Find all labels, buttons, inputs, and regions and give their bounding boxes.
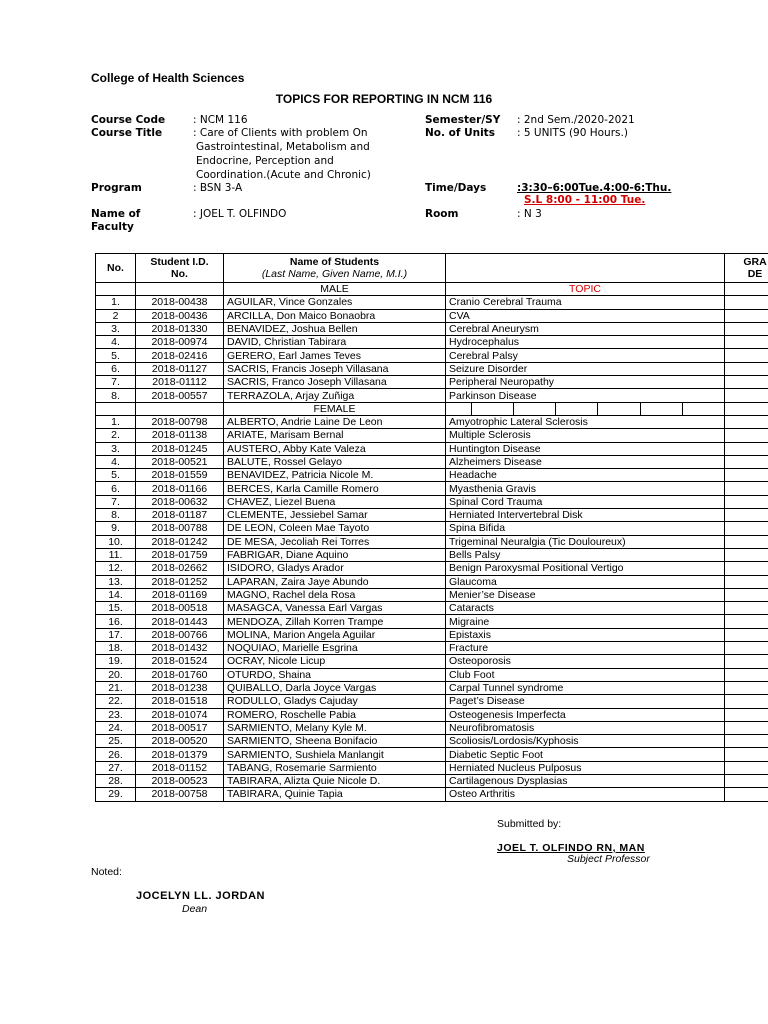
student-name: CHAVEZ, Liezel Buena	[224, 495, 446, 508]
course-title-line-1: : Care of Clients with problem On	[193, 127, 368, 139]
dean-title: Dean	[182, 903, 208, 915]
table-header-row	[96, 254, 768, 283]
row-number: 16.	[96, 615, 136, 628]
student-name: FABRIGAR, Diane Aquino	[224, 548, 446, 561]
report-topic: Spinal Cord Trauma	[446, 495, 725, 508]
row-number: 17.	[96, 628, 136, 641]
student-name: LAPARAN, Zaira Jaye Abundo	[224, 575, 446, 588]
professor-name: JOEL T. OLFINDO RN, MAN	[497, 842, 645, 854]
report-topic: Parkinson Disease	[446, 389, 725, 402]
student-name: AUSTERO, Abby Kate Valeza	[224, 442, 446, 455]
grade-cell	[725, 774, 768, 787]
table-row	[96, 615, 768, 628]
table-row	[96, 708, 768, 721]
row-number: 7.	[96, 376, 136, 389]
row-number: 24.	[96, 721, 136, 734]
grid-cell	[641, 403, 683, 415]
grade-cell	[725, 681, 768, 694]
report-topic: Hydrocephalus	[446, 336, 725, 349]
student-name: BERCES, Karla Camille Romero	[224, 482, 446, 495]
report-topic: Cartilagenous Dysplasias	[446, 774, 725, 787]
student-id: 2018-00517	[136, 721, 224, 734]
row-number: 14.	[96, 588, 136, 601]
report-topic: Benign Paroxysmal Positional Vertigo	[446, 562, 725, 575]
student-name: SARMIENTO, Melany Kyle M.	[224, 721, 446, 734]
table-row	[96, 362, 768, 375]
table-row	[96, 495, 768, 508]
row-number: 7.	[96, 495, 136, 508]
col-name-header-line-2: (Last Name, Given Name, M.I.)	[261, 268, 408, 280]
col-id-header	[136, 254, 224, 283]
grade-cell	[725, 495, 768, 508]
grade-cell	[725, 283, 768, 296]
grade-cell	[725, 336, 768, 349]
student-id: 2018-01252	[136, 575, 224, 588]
row-number: 4.	[96, 336, 136, 349]
row-number: 2.	[96, 429, 136, 442]
document-title: TOPICS FOR REPORTING IN NCM 116	[275, 92, 493, 106]
student-name: OCRAY, Nicole Licup	[224, 655, 446, 668]
student-id: 2018-01760	[136, 668, 224, 681]
report-topic: Osteogenesis Imperfecta	[446, 708, 725, 721]
table-row	[96, 548, 768, 561]
student-id: 2018-01138	[136, 429, 224, 442]
report-topic: Club Foot	[446, 668, 725, 681]
student-id: 2018-01242	[136, 535, 224, 548]
student-id: 2018-02662	[136, 562, 224, 575]
student-id: 2018-01518	[136, 695, 224, 708]
row-number: 4.	[96, 455, 136, 468]
grade-cell	[725, 655, 768, 668]
table-row	[96, 628, 768, 641]
student-name: BENAVIDEZ, Joshua Bellen	[224, 322, 446, 335]
row-number: 12.	[96, 562, 136, 575]
student-id: 2018-00518	[136, 602, 224, 615]
col-grade-header-line-1: GRA	[743, 256, 767, 268]
student-id: 2018-01524	[136, 655, 224, 668]
report-topic: Fracture	[446, 642, 725, 655]
grade-cell	[725, 522, 768, 535]
student-id: 2018-00766	[136, 628, 224, 641]
table-row	[96, 695, 768, 708]
table-row	[96, 721, 768, 734]
student-id: 2018-01112	[136, 376, 224, 389]
report-topic: Herniated Nucleus Pulposus	[446, 761, 725, 774]
row-number: 8.	[96, 509, 136, 522]
row-number: 2	[96, 309, 136, 322]
grade-cell	[725, 389, 768, 402]
row-number: 9.	[96, 522, 136, 535]
row-number: 6.	[96, 362, 136, 375]
student-id: 2018-00523	[136, 774, 224, 787]
report-topic: Multiple Sclerosis	[446, 429, 725, 442]
table-row	[96, 588, 768, 601]
grade-cell	[725, 602, 768, 615]
student-name: MOLINA, Marion Angela Aguilar	[224, 628, 446, 641]
table-row	[96, 788, 768, 801]
student-name: BENAVIDEZ, Patricia Nicole M.	[224, 469, 446, 482]
row-number: 5.	[96, 349, 136, 362]
table-row	[96, 455, 768, 468]
student-id: 2018-00521	[136, 455, 224, 468]
row-number: 10.	[96, 535, 136, 548]
table-row	[96, 522, 768, 535]
table-row	[96, 389, 768, 402]
grade-cell	[725, 362, 768, 375]
grade-cell	[725, 309, 768, 322]
section-blank-cell	[96, 283, 136, 296]
row-number: 22.	[96, 695, 136, 708]
grade-cell	[725, 402, 768, 415]
grade-cell	[725, 322, 768, 335]
student-id: 2018-00758	[136, 788, 224, 801]
table-row	[96, 376, 768, 389]
student-name: TERRAZOLA, Arjay Zuñiga	[224, 389, 446, 402]
student-name: ARCILLA, Don Maico Bonaobra	[224, 309, 446, 322]
topic-grid-cell	[446, 402, 725, 415]
noted-label: Noted:	[91, 866, 122, 878]
grade-cell	[725, 668, 768, 681]
report-topic: Myasthenia Gravis	[446, 482, 725, 495]
row-number: 15.	[96, 602, 136, 615]
female-section-label: FEMALE	[224, 402, 446, 415]
grade-cell	[725, 628, 768, 641]
row-number: 1.	[96, 415, 136, 428]
section-blank-cell	[96, 402, 136, 415]
student-id: 2018-01152	[136, 761, 224, 774]
grade-cell	[725, 761, 768, 774]
student-id: 2018-01330	[136, 322, 224, 335]
report-topic: Osteo Arthritis	[446, 788, 725, 801]
row-number: 3.	[96, 322, 136, 335]
table-row	[96, 642, 768, 655]
row-number: 27.	[96, 761, 136, 774]
student-name: OTURDO, Shaina	[224, 668, 446, 681]
report-topic: Neurofibromatosis	[446, 721, 725, 734]
report-topic: Trigeminal Neuralgia (Tic Douloureux)	[446, 535, 725, 548]
table-row	[96, 774, 768, 787]
student-id: 2018-02416	[136, 349, 224, 362]
student-name: TABIRARA, Quinie Tapia	[224, 788, 446, 801]
table-row	[96, 575, 768, 588]
grade-cell	[725, 482, 768, 495]
report-topic: Cerebral Palsy	[446, 349, 725, 362]
col-id-header-line-2: No.	[171, 268, 188, 280]
student-id: 2018-00520	[136, 735, 224, 748]
student-id: 2018-01238	[136, 681, 224, 694]
student-name: DAVID, Christian Tabirara	[224, 336, 446, 349]
grade-cell	[725, 788, 768, 801]
professor-title: Subject Professor	[567, 853, 650, 865]
table-row	[96, 415, 768, 428]
student-name: MENDOZA, Zillah Korren Trampe	[224, 615, 446, 628]
grade-cell	[725, 455, 768, 468]
grade-cell	[725, 588, 768, 601]
report-topic: Alzheimers Disease	[446, 455, 725, 468]
col-name-header	[224, 254, 446, 283]
student-name: MAGNO, Rachel dela Rosa	[224, 588, 446, 601]
row-number: 6.	[96, 482, 136, 495]
student-name: ISIDORO, Gladys Arador	[224, 562, 446, 575]
room-value: : N 3	[517, 208, 542, 220]
student-id: 2018-01169	[136, 588, 224, 601]
grade-cell	[725, 548, 768, 561]
report-topic: Bells Palsy	[446, 548, 725, 561]
grid-cell	[514, 403, 556, 415]
student-id: 2018-00632	[136, 495, 224, 508]
student-id: 2018-01559	[136, 469, 224, 482]
units-value: : 5 UNITS (90 Hours.)	[517, 127, 628, 139]
student-id: 2018-01759	[136, 548, 224, 561]
section-blank-cell	[136, 402, 224, 415]
table-row	[96, 735, 768, 748]
grid-cell	[446, 403, 472, 415]
student-id: 2018-01074	[136, 708, 224, 721]
grade-cell	[725, 721, 768, 734]
male-section-row	[96, 283, 768, 296]
grade-cell	[725, 349, 768, 362]
row-number: 20.	[96, 668, 136, 681]
time-value-1: :3:30–6:00Tue.4:00-6:Thu.	[517, 182, 672, 194]
report-topic: Menier’se Disease	[446, 588, 725, 601]
col-grade-header	[725, 254, 768, 283]
program-label: Program	[91, 182, 142, 194]
table-row	[96, 655, 768, 668]
report-topic: Carpal Tunnel syndrome	[446, 681, 725, 694]
grade-cell	[725, 429, 768, 442]
student-id: 2018-00798	[136, 415, 224, 428]
faculty-label-2: Faculty	[91, 221, 134, 233]
student-id: 2018-01127	[136, 362, 224, 375]
grade-cell	[725, 535, 768, 548]
student-id: 2018-00557	[136, 389, 224, 402]
table-row	[96, 681, 768, 694]
student-id: 2018-00436	[136, 309, 224, 322]
program-value: : BSN 3-A	[193, 182, 243, 194]
table-row	[96, 336, 768, 349]
table-row	[96, 668, 768, 681]
dean-name: JOCELYN LL. JORDAN	[136, 890, 266, 902]
student-id: 2018-01432	[136, 642, 224, 655]
row-number: 25.	[96, 735, 136, 748]
roster-table	[95, 253, 768, 802]
report-topic: Paget’s Disease	[446, 695, 725, 708]
student-id: 2018-01443	[136, 615, 224, 628]
student-name: NOQUIAO, Marielle Esgrina	[224, 642, 446, 655]
row-number: 28.	[96, 774, 136, 787]
topic-header: TOPIC	[446, 283, 725, 296]
table-row	[96, 442, 768, 455]
report-topic: Headache	[446, 469, 725, 482]
grid-cell	[472, 403, 514, 415]
grade-cell	[725, 296, 768, 309]
report-topic: Cataracts	[446, 602, 725, 615]
student-name: ROMERO, Roschelle Pabia	[224, 708, 446, 721]
grade-cell	[725, 708, 768, 721]
student-name: DE LEON, Coleen Mae Tayoto	[224, 522, 446, 535]
grade-cell	[725, 442, 768, 455]
table-row	[96, 761, 768, 774]
col-id-header-line-1: Student I.D.	[150, 256, 209, 268]
grid-cell	[598, 403, 640, 415]
report-topic: Herniated Intervertebral Disk	[446, 509, 725, 522]
student-id: 2018-00974	[136, 336, 224, 349]
faculty-label-1: Name of	[91, 208, 141, 220]
table-row	[96, 562, 768, 575]
student-name: SARMIENTO, Sushiela Manlangit	[224, 748, 446, 761]
report-topic: Cerebral Aneurysm	[446, 322, 725, 335]
row-number: 11.	[96, 548, 136, 561]
course-title-line-2: Gastrointestinal, Metabolism and	[196, 141, 370, 153]
report-topic: Huntington Disease	[446, 442, 725, 455]
report-topic: Diabetic Septic Foot	[446, 748, 725, 761]
grade-cell	[725, 509, 768, 522]
report-topic: Cranio Cerebral Trauma	[446, 296, 725, 309]
grid-cell	[556, 403, 598, 415]
grid-cells	[446, 403, 724, 415]
grade-cell	[725, 415, 768, 428]
table-row	[96, 602, 768, 615]
row-number: 1.	[96, 296, 136, 309]
student-name: SARMIENTO, Sheena Bonifacio	[224, 735, 446, 748]
grade-cell	[725, 376, 768, 389]
student-name: MASAGCA, Vanessa Earl Vargas	[224, 602, 446, 615]
student-id: 2018-01166	[136, 482, 224, 495]
grade-cell	[725, 562, 768, 575]
course-title-line-4: Coordination.(Acute and Chronic)	[196, 169, 371, 181]
grade-cell	[725, 642, 768, 655]
college-name: College of Health Sciences	[91, 71, 245, 85]
student-id: 2018-01187	[136, 509, 224, 522]
row-number: 26.	[96, 748, 136, 761]
faculty-value: : JOEL T. OLFINDO	[193, 208, 287, 220]
student-name: ALBERTO, Andrie Laine De Leon	[224, 415, 446, 428]
row-number: 13.	[96, 575, 136, 588]
report-topic: Osteoporosis	[446, 655, 725, 668]
time-value-2: S.L 8:00 - 11:00 Tue.	[524, 194, 646, 206]
course-title-line-3: Endocrine, Perception and	[196, 155, 334, 167]
grade-cell	[725, 469, 768, 482]
student-id: 2018-01245	[136, 442, 224, 455]
col-topic-header-blank	[446, 254, 725, 283]
student-name: ARIATE, Marisam Bernal	[224, 429, 446, 442]
student-name: SACRIS, Francis Joseph Villasana	[224, 362, 446, 375]
student-name: GERERO, Earl James Teves	[224, 349, 446, 362]
grade-cell	[725, 695, 768, 708]
units-label: No. of Units	[425, 127, 495, 139]
table-row	[96, 482, 768, 495]
student-name: SACRIS, Franco Joseph Villasana	[224, 376, 446, 389]
report-topic: Amyotrophic Lateral Sclerosis	[446, 415, 725, 428]
table-row	[96, 349, 768, 362]
time-label: Time/Days	[425, 182, 487, 194]
row-number: 8.	[96, 389, 136, 402]
report-topic: Migraine	[446, 615, 725, 628]
table-row	[96, 509, 768, 522]
student-name: QUIBALLO, Darla Joyce Vargas	[224, 681, 446, 694]
female-section-row	[96, 402, 768, 415]
student-name: TABANG, Rosemarie Sarmiento	[224, 761, 446, 774]
semester-label: Semester/SY	[425, 114, 501, 126]
grade-cell	[725, 735, 768, 748]
report-topic: CVA	[446, 309, 725, 322]
report-topic: Peripheral Neuropathy	[446, 376, 725, 389]
row-number: 23.	[96, 708, 136, 721]
table-row	[96, 429, 768, 442]
col-no-header: No.	[96, 254, 136, 283]
section-blank-cell	[136, 283, 224, 296]
course-title-label: Course Title	[91, 127, 163, 139]
grid-cell	[683, 403, 724, 415]
semester-value: : 2nd Sem./2020-2021	[517, 114, 635, 126]
report-topic: Seizure Disorder	[446, 362, 725, 375]
report-topic: Spina Bifida	[446, 522, 725, 535]
student-name: RODULLO, Gladys Cajuday	[224, 695, 446, 708]
col-grade-header-line-2: DE	[747, 268, 763, 280]
row-number: 29.	[96, 788, 136, 801]
report-topic: Glaucoma	[446, 575, 725, 588]
roster-body	[96, 283, 768, 802]
male-section-label: MALE	[224, 283, 446, 296]
student-id: 2018-00788	[136, 522, 224, 535]
row-number: 3.	[96, 442, 136, 455]
grade-cell	[725, 748, 768, 761]
col-name-header-line-1: Name of Students	[289, 256, 380, 268]
submitted-by-label: Submitted by:	[497, 818, 562, 830]
student-name: TABIRARA, Alizta Quie Nicole D.	[224, 774, 446, 787]
report-topic: Scoliosis/Lordosis/Kyphosis	[446, 735, 725, 748]
grade-cell	[725, 615, 768, 628]
table-row	[96, 748, 768, 761]
student-name: CLEMENTE, Jessiebel Samar	[224, 509, 446, 522]
course-code-value: : NCM 116	[193, 114, 248, 126]
row-number: 19.	[96, 655, 136, 668]
student-id: 2018-01379	[136, 748, 224, 761]
table-row	[96, 469, 768, 482]
table-row	[96, 296, 768, 309]
report-topic: Epistaxis	[446, 628, 725, 641]
student-name: DE MESA, Jecoliah Rei Torres	[224, 535, 446, 548]
table-row	[96, 322, 768, 335]
row-number: 5.	[96, 469, 136, 482]
row-number: 21.	[96, 681, 136, 694]
student-id: 2018-00438	[136, 296, 224, 309]
student-name: AGUILAR, Vince Gonzales	[224, 296, 446, 309]
student-name: BALUTE, Rossel Gelayo	[224, 455, 446, 468]
table-row	[96, 309, 768, 322]
course-code-label: Course Code	[91, 114, 166, 126]
table-row	[96, 535, 768, 548]
row-number: 18.	[96, 642, 136, 655]
room-label: Room	[425, 208, 459, 220]
grade-cell	[725, 575, 768, 588]
